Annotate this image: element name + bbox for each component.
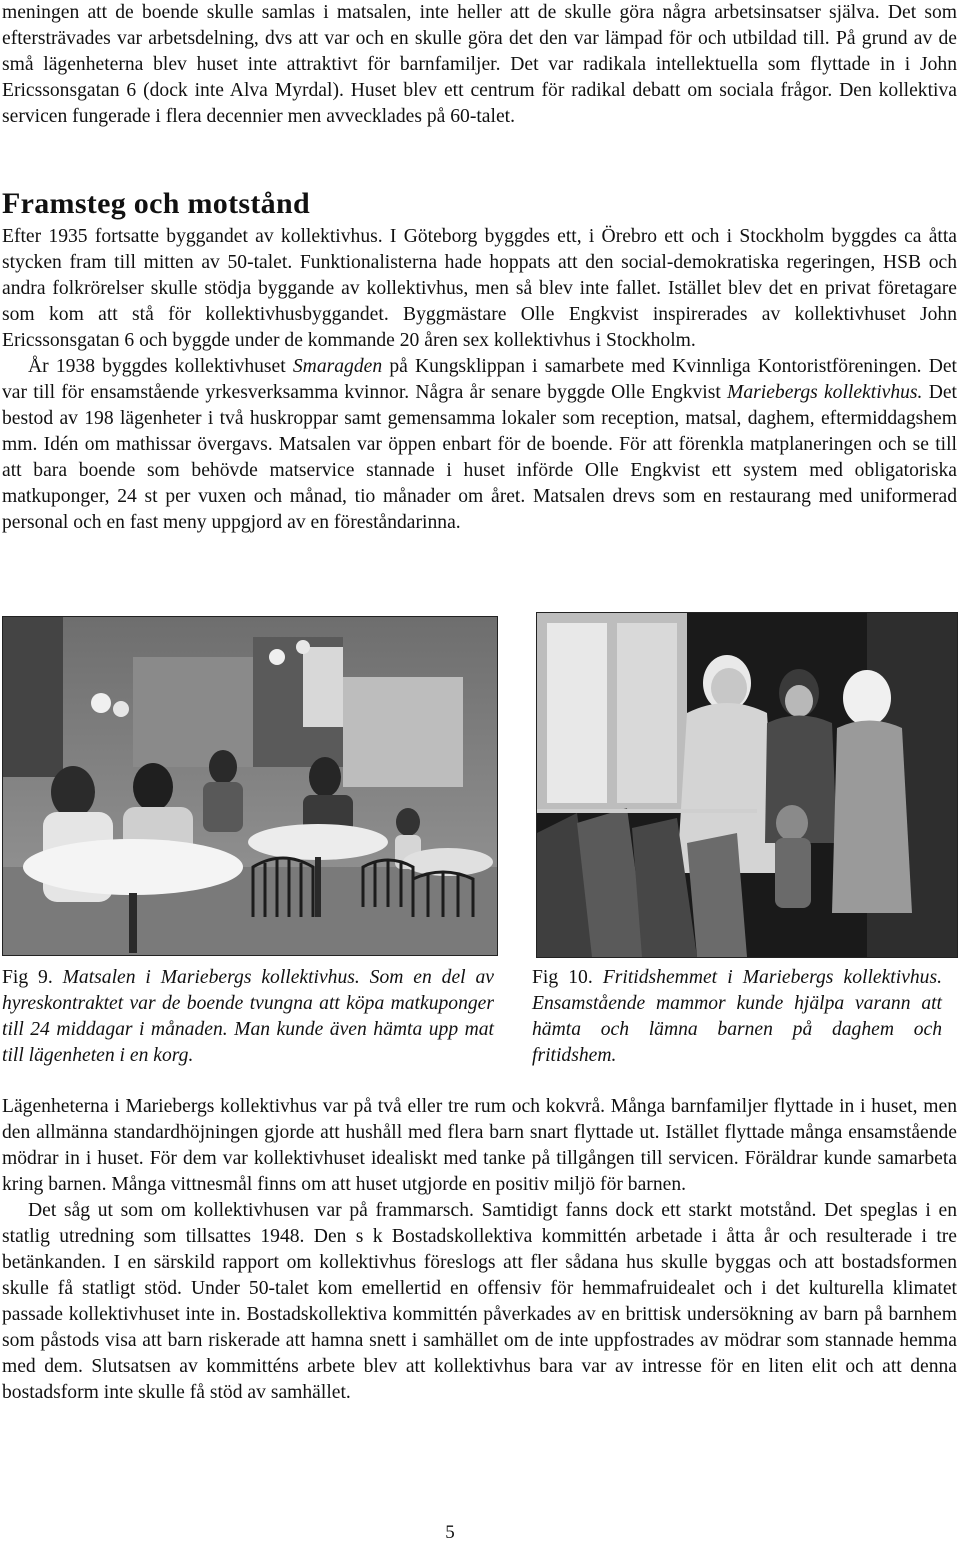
page-number: 5 bbox=[445, 1522, 455, 1543]
section-paragraph-1: Efter 1935 fortsatte byggandet av kollektivhus. I Göteborg byggdes ett, i Örebro ett och i Stockholm byggdes ca åtta stycken fram till mitten av 50-talet. Funktionalisterna hade hoppats att den social-demokratiska regeringen, HSB och andra folkrörelser skulle stödja byggande av kollektivhus, men så blev inte fallet. Istället blev det en privat företagare som kom att stå för kollektivhusbyggandet. Byggmästare Olle Engkvist inspirerades av kollektivhuset John Ericssonsgatan 6 och byggde under de kommande 20 åren sex kollektivhus i Stockholm. bbox=[2, 226, 957, 351]
section-heading: Framsteg och motstånd bbox=[2, 187, 310, 220]
after-school-illustration bbox=[537, 613, 957, 957]
paragraph-text: på Kungsklippan i samarbete med Kvinnliga Kontoristföreningen. Det var till för ensamstående yrkesverksamma kvinnor. Några år senare byggde Olle Engkvist bbox=[2, 356, 957, 403]
figure-10-caption bbox=[532, 965, 942, 1069]
dining-room-photo bbox=[2, 616, 498, 956]
emphasis-mariebergs: Mariebergs kollektivhus. bbox=[727, 382, 923, 403]
emphasis-smaragden: Smaragden bbox=[292, 356, 383, 377]
figure-9-label: Fig 9. bbox=[2, 967, 53, 988]
after-school-photo bbox=[536, 612, 958, 958]
lower-paragraph-2: Det såg ut som om kollektivhusen var på frammarsch. Samtidigt fanns dock ett starkt motstånd. Det speglas i en statlig utredning som tillsattes 1948. Den s k Bostadskollektiva kommittén arbetade i åtta år och resulterade i tre betänkanden. I en särskild rapport om kollektivhus föreslogs att fler sådana hus skulle byggas och att bostadsformen skulle få statligt stöd. Under 50-talet kom emellertid en offensiv för hemmafruidealet och i det kulturella klimatet passade kollektivhuset inte in. Bostadskollektiva kommittén påverkades av en brittisk undersökning av barn på barnhem som påstods visa att barn riskerade att hamna snett i samhället om de inte uppfostrades av mödrar som stannade hemma med dem. Slutsatsen av kommitténs arbete blev att kollektivhus bara var av intresse för en liten elit och att denna bostadsform inte skulle få stöd av samhället. bbox=[2, 1200, 957, 1403]
figure-9-text: Matsalen i Mariebergs kollektivhus. Som en del av hyreskontraktet var de boende tvungna att köpa matkuponger till 24 middagar i månaden. Man kunde även hämta upp mat till lägenheten i en korg. bbox=[2, 967, 494, 1066]
dining-room-illustration bbox=[3, 617, 497, 955]
intro-paragraph: meningen att de boende skulle samlas i matsalen, inte heller att de skulle göra några arbetsinsatser själva. Det som eftersträvades var arbetsdelning, dvs att var och en skulle göra det den var lämpad för och utbildad till. På grund av de små lägenheterna blev huset inte attraktivt för barnfamiljer. Det var radikala intellektuella som flyttade in i John Ericssonsgatan 6 (dock inte Alva Myrdal). Huset blev ett centrum för radikal debatt om sociala frågor. Den kollektiva servicen fungerade i flera decennier men avvecklades på 60-talet. bbox=[2, 2, 957, 127]
figure-9-caption bbox=[2, 965, 494, 1069]
paragraph-text: Det bestod av 198 lägenheter i två huskroppar samt gemensamma lokaler som reception, matsal, daghem, eftermiddagshem mm. Idén om mathissar övergavs. Matsalen var öppen enbart för de boende. För att förenkla matplaneringen och se till att bara boende som behövde matservice stannade i huset införde Olle Engkvist ett system med obligatoriska matkuponger, 24 st per vuxen och månad, tio månader om året. Matsalen drevs som en restaurang med uniformerad personal och en fast meny uppgjord av en föreståndarinna. bbox=[2, 382, 957, 533]
intro-text bbox=[2, 0, 957, 130]
section-paragraph-2 bbox=[2, 354, 957, 536]
figure-10-text: Fritidshemmet i Mariebergs kollektivhus. Ensamstående mammor kunde hjälpa varann att hämta och lämna barnen på daghem och fritidshem. bbox=[532, 967, 943, 1066]
lower-text bbox=[2, 1094, 957, 1406]
section-body bbox=[2, 224, 957, 536]
paragraph-text: År 1938 byggdes kollektivhuset bbox=[28, 356, 293, 377]
figure-10-label: Fig 10. bbox=[532, 967, 593, 988]
lower-paragraph-1: Lägenheterna i Mariebergs kollektivhus var på två eller tre rum och kokvrå. Många barnfamiljer flyttade in i huset, men den allmänna standardhöjningen gjorde att hushåll med flera barn snart flyttade ut. Istället flyttade många ensamstående mödrar in i huset. För dem var kollektivhuset idealiskt med tanke på tillgången till servicen. Föräldrar kunde samarbeta kring barnen. Många vittnesmål finns om att huset utgjorde en positiv miljö för barnen. bbox=[2, 1096, 957, 1195]
